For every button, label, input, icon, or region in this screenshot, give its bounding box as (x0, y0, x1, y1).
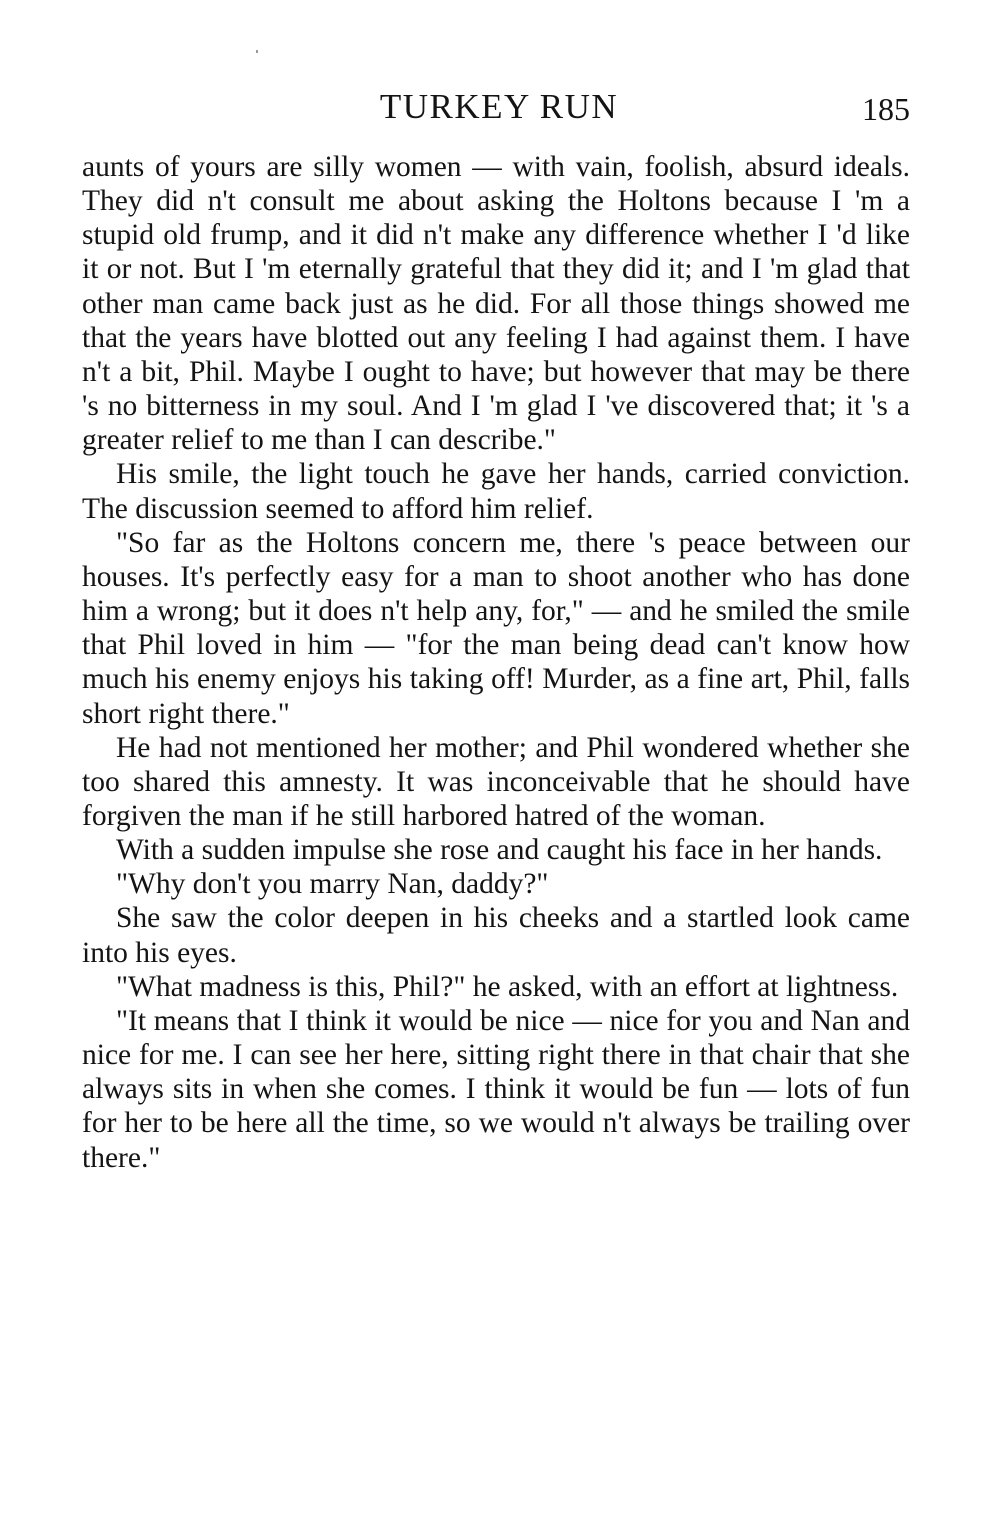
paragraph: "Why don't you marry Nan, daddy?" (116, 868, 549, 901)
paragraph: "What madness is this, Phil?" he asked, with an effort at lightness. (116, 970, 899, 1003)
page-number: 185 (862, 91, 910, 127)
paragraph: "So far as the Holtons concern me, there 's peace between our houses. It's perfectly easy for a man to shoot another who has done him a wrong; but it does n't help any, for," — and he smiled the smile that Phil loved in him — "for the man being dead can't know how much his enemy enjoys his taking off! Murder, as a fine art, Phil, falls short right there." (82, 526, 910, 730)
running-title: TURKEY RUN (379, 87, 619, 126)
print-speck (256, 50, 258, 53)
paragraph: His smile, the light touch he gave her hands, carried conviction. The discussion seemed to afford him relief. (82, 458, 910, 525)
paragraph: He had not mentioned her mother; and Phil wondered whether she too shared this amnesty. It was inconceivable that he should have forgiven the man if he still harbored hatred of the woman. (82, 731, 910, 832)
paragraph: "It means that I think it would be nice — nice for you and Nan and nice for me. I can see her here, sitting right there in that chair that she always sits in when she comes. I think it would be fun — lots of fun for her to be here all the time, so we would n't always be trailing over there." (82, 1004, 910, 1174)
paragraph: She saw the color deepen in his cheeks and a startled look came into his eyes. (82, 902, 910, 969)
running-head (82, 82, 910, 132)
paragraph-continued: aunts of yours are silly women — with vain, foolish, absurd ideals. They did n't consult me about asking the Holtons because I 'm a stupid old frump, and it did n't make any difference whether I 'd like it or not. But I 'm eternally grateful that they did it; and I 'm glad that other man came back just as he did. For all those things showed me that the years have blotted out any feeling I had against them. I have n't a bit, Phil. Maybe I ought to have; but however that may be there 's no bitterness in my soul. And I 'm glad I 've discovered that; it 's a greater relief to me than I can describe." (82, 151, 910, 457)
paragraph: With a sudden impulse she rose and caught his face in her hands. (116, 834, 883, 867)
body-text (82, 150, 910, 1175)
